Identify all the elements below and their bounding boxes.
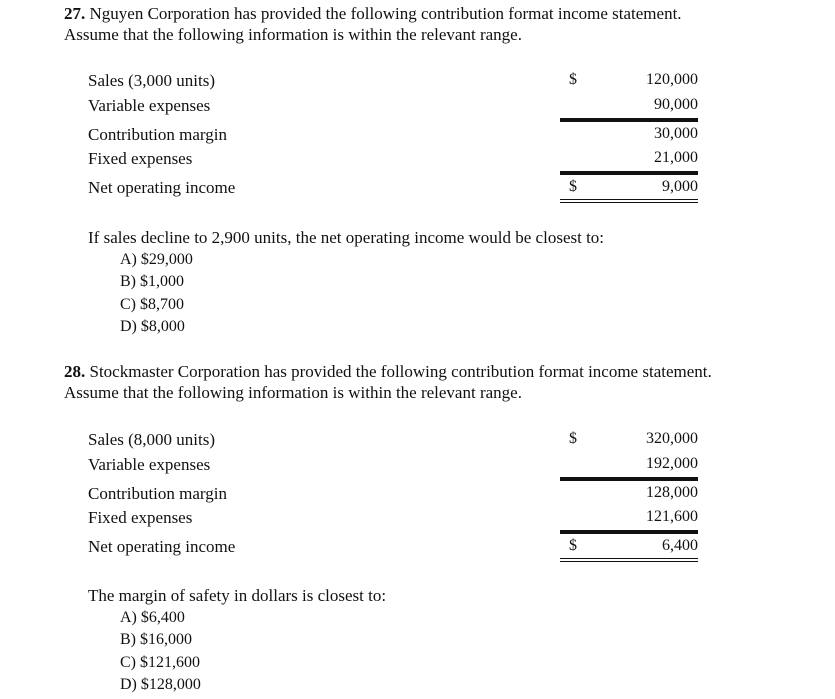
q28-double-rule-top <box>560 558 698 559</box>
q27-double-rule-top <box>560 199 698 200</box>
q28-row-noi-label: Net operating income <box>88 537 236 556</box>
q27-rule-1 <box>560 118 698 122</box>
q27-row-variable-amount: 90,000 <box>654 96 698 113</box>
q28-row-cm-amount: 128,000 <box>646 484 698 501</box>
q27-number: 27. <box>64 4 86 23</box>
q27-option-a: A) $29,000 <box>120 251 193 268</box>
q27-row-noi-label: Net operating income <box>88 178 236 197</box>
q28-row-variable-amount: 192,000 <box>646 455 698 472</box>
q27-dollar-sign-top: $ <box>569 71 577 88</box>
q28-intro-line2: Assume that the following information is within the relevant range. <box>64 383 522 402</box>
q27-row-fixed-amount: 21,000 <box>654 149 698 166</box>
q27-intro-line2: Assume that the following information is within the relevant range. <box>64 25 522 44</box>
q28-option-c: C) $121,600 <box>120 654 200 671</box>
q28-row-noi-amount: 6,400 <box>662 537 698 554</box>
q28-intro-line1 <box>64 361 712 382</box>
q28-rule-1 <box>560 477 698 481</box>
q27-dollar-sign-bottom: $ <box>569 178 577 195</box>
q27-intro-line1 <box>64 3 682 24</box>
q27-row-cm-label: Contribution margin <box>88 125 227 144</box>
q27-intro-text: Nguyen Corporation has provided the following contribution format income statement. <box>89 4 682 23</box>
q27-row-sales-label: Sales (3,000 units) <box>88 71 216 90</box>
q28-row-sales-label: Sales (8,000 units) <box>88 430 216 449</box>
q28-dollar-sign-top: $ <box>569 430 577 447</box>
q28-row-cm-label: Contribution margin <box>88 484 227 503</box>
q27-row-fixed-label: Fixed expenses <box>88 149 193 168</box>
q27-prompt: If sales decline to 2,900 units, the net operating income would be closest to: <box>88 228 605 247</box>
q28-row-fixed-label: Fixed expenses <box>88 508 193 527</box>
q27-rule-2 <box>560 171 698 175</box>
q28-option-d: D) $128,000 <box>120 676 201 693</box>
q28-double-rule-bottom <box>560 561 698 562</box>
q27-row-variable-label: Variable expenses <box>88 96 211 115</box>
q27-option-c: C) $8,700 <box>120 296 184 313</box>
q28-number: 28. <box>64 362 86 381</box>
q28-row-sales-amount: 320,000 <box>646 430 698 447</box>
q27-row-noi-amount: 9,000 <box>662 178 698 195</box>
q28-prompt: The margin of safety in dollars is closest to: <box>88 586 387 605</box>
q28-row-fixed-amount: 121,600 <box>646 508 698 525</box>
q28-intro-text: Stockmaster Corporation has provided the following contribution format income statement. <box>89 362 712 381</box>
q28-option-b: B) $16,000 <box>120 631 192 648</box>
q28-rule-2 <box>560 530 698 534</box>
q27-double-rule-bottom <box>560 202 698 203</box>
q27-option-b: B) $1,000 <box>120 273 184 290</box>
q28-row-variable-label: Variable expenses <box>88 455 211 474</box>
q27-row-sales-amount: 120,000 <box>646 71 698 88</box>
q27-option-d: D) $8,000 <box>120 318 185 335</box>
q28-dollar-sign-bottom: $ <box>569 537 577 554</box>
q27-row-cm-amount: 30,000 <box>654 125 698 142</box>
q28-option-a: A) $6,400 <box>120 609 185 626</box>
